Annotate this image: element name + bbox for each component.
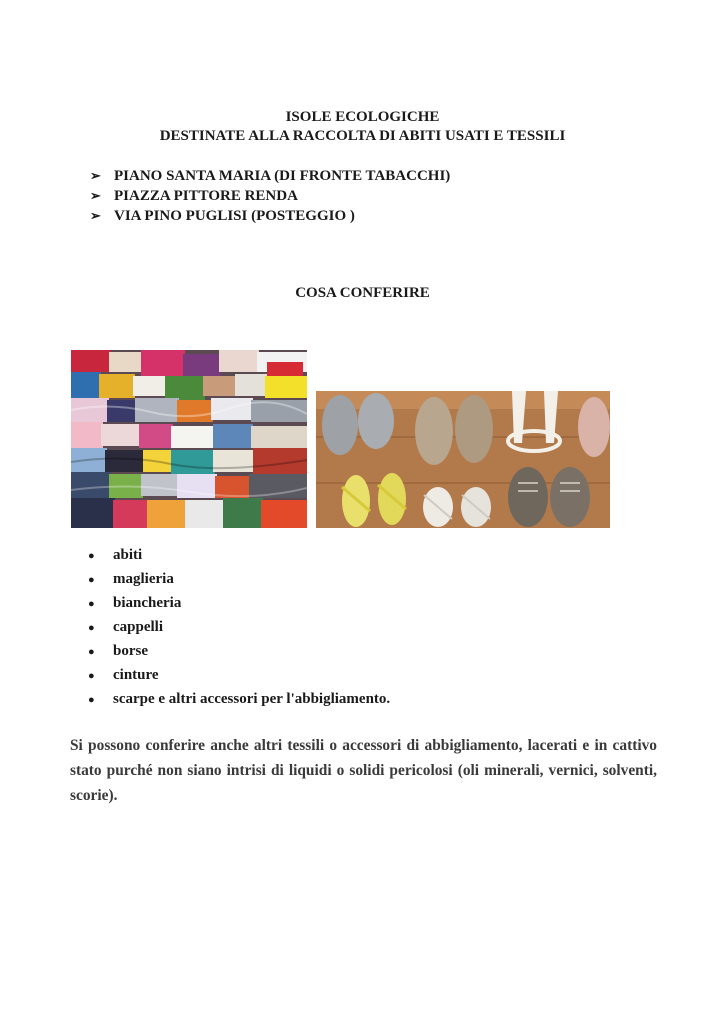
location-item: [90, 186, 450, 206]
list-item-label: cinture: [113, 667, 159, 683]
bullet-icon: ●: [88, 646, 95, 658]
bullet-icon: ●: [88, 598, 95, 610]
location-item: [90, 206, 450, 226]
location-item: [90, 166, 450, 186]
list-item: [88, 687, 390, 711]
list-item-label: abiti: [113, 547, 143, 563]
location-list: [90, 166, 450, 226]
list-item-label: maglieria: [113, 571, 174, 587]
note-paragraph: Si possono conferire anche altri tessili o accessori di abbigliamento, lacerati e in cattivo stato purché non siano intrisi di liquidi o solidi pericolosi (oli minerali, vernici, solventi, scorie).: [70, 737, 657, 805]
arrow-bullet-icon: ➢: [90, 188, 101, 203]
list-item-label: cappelli: [113, 619, 164, 635]
list-item: [88, 639, 390, 663]
list-item: [88, 543, 390, 567]
location-label: PIANO SANTA MARIA (DI FRONTE TABACCHI): [114, 168, 451, 184]
bullet-icon: ●: [88, 694, 95, 706]
list-item: [88, 591, 390, 615]
bullet-icon: ●: [88, 550, 95, 562]
clothes-photo: [71, 350, 307, 528]
section-title: COSA CONFERIRE: [295, 285, 430, 301]
list-item-label: borse: [113, 643, 148, 659]
list-item: [88, 567, 390, 591]
shoes-photo: [316, 391, 610, 528]
list-item-label: biancheria: [113, 595, 182, 611]
list-item: [88, 615, 390, 639]
accepted-items-list: [88, 543, 390, 711]
list-item-label: scarpe e altri accessori per l'abbigliamento.: [113, 691, 391, 707]
list-item: [88, 663, 390, 687]
page-subtitle: DESTINATE ALLA RACCOLTA DI ABITI USATI E TESSILI: [159, 128, 566, 144]
bullet-icon: ●: [88, 622, 95, 634]
page-title: ISOLE ECOLOGICHE: [285, 109, 440, 125]
location-label: PIAZZA PITTORE RENDA: [114, 188, 298, 204]
arrow-bullet-icon: ➢: [90, 208, 101, 223]
bullet-icon: ●: [88, 670, 95, 682]
arrow-bullet-icon: ➢: [90, 168, 101, 183]
location-label: VIA PINO PUGLISI (POSTEGGIO ): [114, 208, 355, 224]
bullet-icon: ●: [88, 574, 95, 586]
